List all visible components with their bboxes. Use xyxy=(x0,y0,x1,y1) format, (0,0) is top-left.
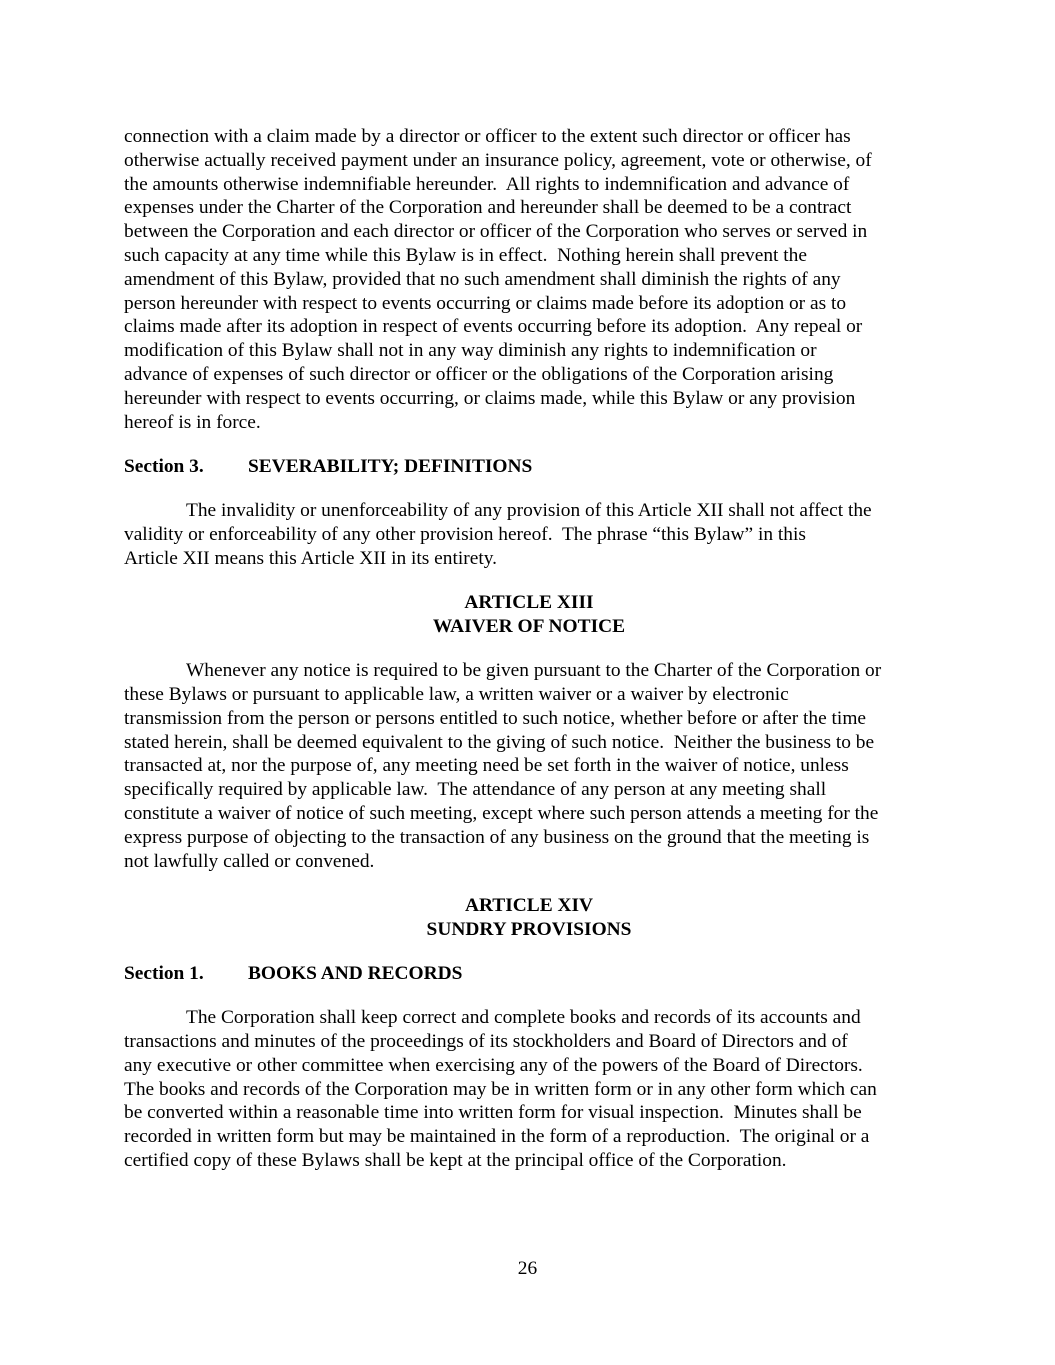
text-line: The books and records of the Corporation may be in written form or in any other form which can xyxy=(124,1078,877,1100)
spacer xyxy=(124,639,934,660)
text-line: amendment of this Bylaw, provided that no such amendment shall diminish the rights of any xyxy=(124,268,841,290)
section-number: Section 1. xyxy=(124,962,204,984)
text-line: transacted at, nor the purpose of, any meeting need be set forth in the waiver of notice, unless xyxy=(124,755,849,777)
article-14-label: ARTICLE XIV xyxy=(464,894,594,916)
text-line: Article XII means this Article XII in its entirety. xyxy=(124,547,497,569)
text-line: validity or enforceability of any other provision hereof. The phrase “this Bylaw” in this xyxy=(124,523,806,545)
waiver-paragraph xyxy=(124,659,934,873)
text-line: specifically required by applicable law. The attendance of any person at any meeting shall xyxy=(124,779,827,801)
text-line: between the Corporation and each director or officer of the Corporation who serves or served in xyxy=(124,221,868,243)
text-line: The Corporation shall keep correct and complete books and records of its accounts and xyxy=(186,1007,861,1029)
text-line: The invalidity or unenforceability of any provision of this Article XII shall not affect the xyxy=(186,500,872,522)
text-line: the amounts otherwise indemnifiable hereunder. All rights to indemnification and advance of xyxy=(124,173,850,195)
text-line: hereunder with respect to events occurring, or claims made, while this Bylaw or any provision xyxy=(124,387,856,409)
section-3-heading xyxy=(124,455,934,479)
spacer xyxy=(124,873,934,894)
text-line: Whenever any notice is required to be given pursuant to the Charter of the Corporation or xyxy=(186,660,882,682)
document-page xyxy=(124,125,934,1173)
text-line: modification of this Bylaw shall not in any way diminish any rights to indemnification or xyxy=(124,340,817,362)
spacer xyxy=(124,479,934,500)
article-14-title: SUNDRY PROVISIONS xyxy=(426,918,632,940)
text-line: transmission from the person or persons entitled to such notice, whether before or after the time xyxy=(124,707,867,729)
text-line: such capacity at any time while this Bylaw is in effect. Nothing herein shall prevent the xyxy=(124,244,807,266)
text-line: hereof is in force. xyxy=(124,411,261,433)
text-line: constitute a waiver of notice of such meeting, except where such person attends a meeting for the xyxy=(124,802,879,824)
article-13-label: ARTICLE XIII xyxy=(464,592,594,614)
text-line: express purpose of objecting to the transaction of any business on the ground that the meeting is xyxy=(124,826,870,848)
text-line: otherwise actually received payment under an insurance policy, agreement, vote or otherwise, of xyxy=(124,149,872,171)
text-line: not lawfully called or convened. xyxy=(124,850,375,872)
text-line: stated herein, shall be deemed equivalent to the giving of such notice. Neither the business to be xyxy=(124,731,875,753)
text-line: be converted within a reasonable time into written form for visual inspection. Minutes shall be xyxy=(124,1102,862,1124)
text-line: expenses under the Charter of the Corporation and hereunder shall be deemed to be a contract xyxy=(124,197,852,219)
section-title: SEVERABILITY; DEFINITIONS xyxy=(248,455,533,477)
text-line: recorded in written form but may be maintained in the form of a reproduction. The original or a xyxy=(124,1126,870,1148)
severability-paragraph xyxy=(124,499,934,570)
page-number: 26 xyxy=(517,1258,538,1279)
section-title: BOOKS AND RECORDS xyxy=(248,962,463,984)
text-line: these Bylaws or pursuant to applicable law, a written waiver or a waiver by electronic xyxy=(124,683,789,705)
text-line: claims made after its adoption in respect of events occurring before its adoption. Any repeal or xyxy=(124,316,863,338)
spacer xyxy=(124,434,934,455)
text-line: advance of expenses of such director or officer or the obligations of the Corporation arising xyxy=(124,363,834,385)
text-line: connection with a claim made by a director or officer to the extent such director or officer has xyxy=(124,126,851,147)
spacer xyxy=(124,941,934,962)
text-line: transactions and minutes of the proceedings of its stockholders and Board of Directors and of xyxy=(124,1031,848,1052)
article-13-title: WAIVER OF NOTICE xyxy=(432,615,626,637)
spacer xyxy=(124,571,934,592)
section-number: Section 3. xyxy=(124,455,204,477)
spacer xyxy=(124,986,934,1007)
section-1-heading xyxy=(124,962,934,986)
continuation-paragraph xyxy=(124,125,934,434)
text-line: person hereunder with respect to events occurring or claims made before its adoption or as to xyxy=(124,292,847,314)
text-line: any executive or other committee when exercising any of the powers of the Board of Directors. xyxy=(124,1054,863,1076)
books-records-paragraph xyxy=(124,1006,934,1173)
text-line: certified copy of these Bylaws shall be kept at the principal office of the Corporation. xyxy=(124,1149,787,1171)
